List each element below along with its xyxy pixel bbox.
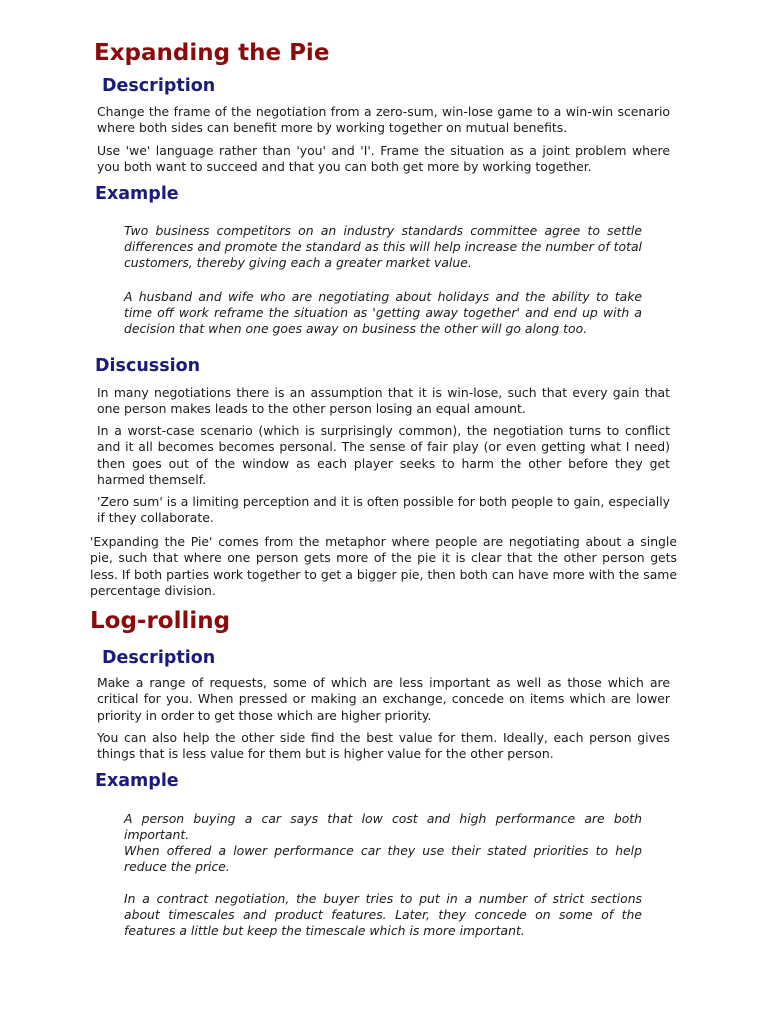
description-heading: Description [102,648,216,668]
section-title-log-rolling: Log-rolling [90,608,231,634]
example-heading: Example [95,771,179,791]
discussion-paragraph: In many negotiations there is an assumption that it is win-lose, such that every gain that one person makes leads to the other person losing an equal amount. [97,385,670,417]
discussion-heading: Discussion [95,356,201,376]
description-paragraph: Make a range of requests, some of which are less important as well as those which are critical for you. When pressed or making an exchange, concede on items which are lower priority in order to get those which are higher priority. [97,675,670,723]
example-line: A person buying a car says that low cost and high performance are both important. [124,811,642,843]
description-paragraph: Change the frame of the negotiation from a zero-sum, win-lose game to a win-win scenario where both sides can benefit more by working together on mutual benefits. [97,104,670,136]
section-title-expanding-the-pie: Expanding the Pie [94,40,330,66]
example-paragraph [124,811,642,875]
example-paragraph: In a contract negotiation, the buyer tries to put in a number of strict sections about timescales and product features. Later, they concede on some of the features a little but keep the timescale which is more important. [124,891,642,939]
description-paragraph: Use 'we' language rather than 'you' and 'I'. Frame the situation as a joint problem where you both want to succeed and that you can both get more by working together. [97,143,670,175]
description-paragraph: You can also help the other side find the best value for them. Ideally, each person gives things that is less value for them but is higher value for the other person. [97,730,670,762]
discussion-paragraph: 'Expanding the Pie' comes from the metaphor where people are negotiating about a single pie, such that where one person gets more of the pie it is clear that the other person gets less. If both parties work together to get a bigger pie, then both can have more with the same percentage division. [90,534,677,599]
discussion-paragraph: In a worst-case scenario (which is surprisingly common), the negotiation turns to conflict and it all becomes becomes personal. The sense of fair play (or even getting what I need) then goes out of the window as each player seeks to harm the other before they get harmed themself. [97,423,670,488]
example-heading: Example [95,184,179,204]
discussion-paragraph: 'Zero sum' is a limiting perception and it is often possible for both people to gain, especially if they collaborate. [97,494,670,526]
description-heading: Description [102,76,216,96]
example-paragraph: A husband and wife who are negotiating about holidays and the ability to take time off work reframe the situation as 'getting away together' and end up with a decision that when one goes away on business the other will go along too. [124,289,642,337]
example-line: When offered a lower performance car they use their stated priorities to help reduce the price. [124,843,642,875]
example-paragraph: Two business competitors on an industry standards committee agree to settle differences and promote the standard as this will help increase the number of total customers, thereby giving each a greater market value. [124,223,642,271]
